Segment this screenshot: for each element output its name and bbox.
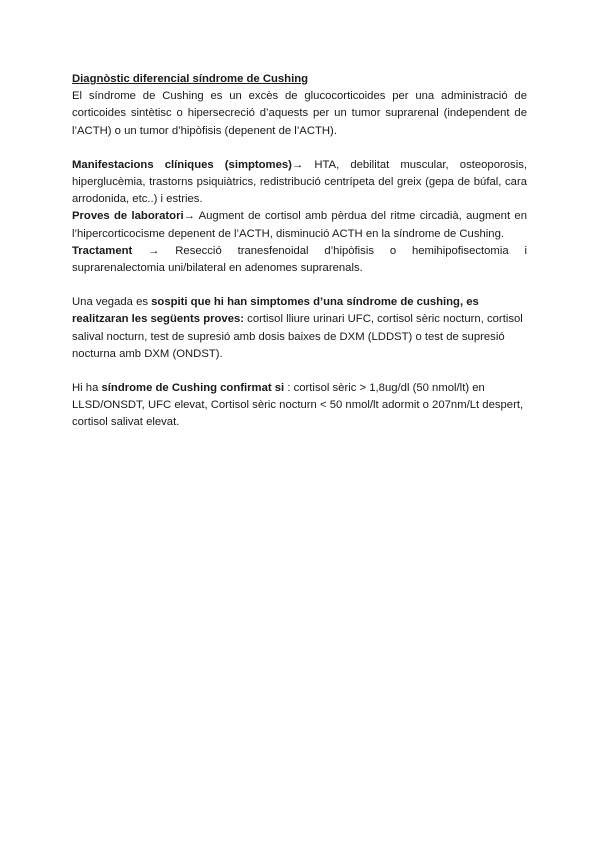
treatment-arrow: →: [132, 244, 176, 257]
manifestations-text: HTA, debilitat muscular, osteoporosis, hiperglucèmia, trastorns psiquiàtrics, redistribució centrípeta del greix (gepa de búfal, cara arrodonida, etc..) i estries.: [72, 158, 527, 206]
treatment-label: Tractament: [72, 244, 133, 257]
intro-paragraph: El síndrome de Cushing es un excès de glucocorticoides per una administració de corticoides sintètisc o hipersecreció d’aquests per un tumor suprarenal (independent de l’ACTH) o un tumor d’hipòfisis (depenent de l’ACTH).: [72, 90, 527, 137]
document-body: [72, 71, 527, 432]
confirmed-bold: síndrome de Cushing confirmat si: [101, 382, 285, 395]
lab-tests-arrow: →: [183, 210, 195, 223]
confirmed-prefix: Hi ha: [72, 382, 102, 395]
suspicion-bold: sospiti que hi han simptomes d’una síndrome de cushing, es realitzaran les següents proves:: [72, 296, 479, 326]
lab-tests-label: Proves de laboratori: [72, 210, 184, 223]
treatment-paragraph: [72, 243, 527, 277]
suspicion-text: cortisol lliure urinari UFC, cortisol sèric nocturn, cortisol salival nocturn, test de supresió amb dosis baixes de DXM (LDDST) o test de supresió nocturna amb DXM (ONDST).: [72, 313, 523, 360]
treatment-text: Resecció tranesfenoidal d’hipòfisis o hemihipofisectomia i suprarenalectomia uni/bilateral en adenomes suprarenals.: [72, 244, 527, 275]
paragraph-gap: [72, 363, 527, 380]
lab-tests-text: Augment de cortisol amb pèrdua del ritme circadià, augment en l’hipercorticocisme depenent de l’ACTH, disminució ACTH en la síndrome de Cushing.: [72, 210, 527, 240]
confirmed-text: : cortisol sèric > 1,8ug/dl (50 nmol/lt) en LLSD/ONSDT, UFC elevat, Cortisol sèric nocturn < 50 nmol/lt adormit o 207nm/Lt despert, cortisol salivat elevat.: [72, 382, 524, 429]
suspicion-paragraph: [72, 294, 527, 363]
paragraph-gap: [72, 140, 527, 157]
suspicion-prefix: Una vegada es: [72, 296, 152, 309]
confirmed-paragraph: [72, 380, 527, 432]
paragraph-gap: [72, 277, 527, 294]
manifestations-label: Manifestacions clíniques (simptomes): [72, 158, 292, 171]
manifestations-arrow: →: [291, 158, 304, 171]
lab-tests-paragraph: [72, 208, 527, 242]
document-title: Diagnòstic diferencial síndrome de Cushing: [72, 73, 309, 85]
manifestations-paragraph: [72, 157, 527, 209]
